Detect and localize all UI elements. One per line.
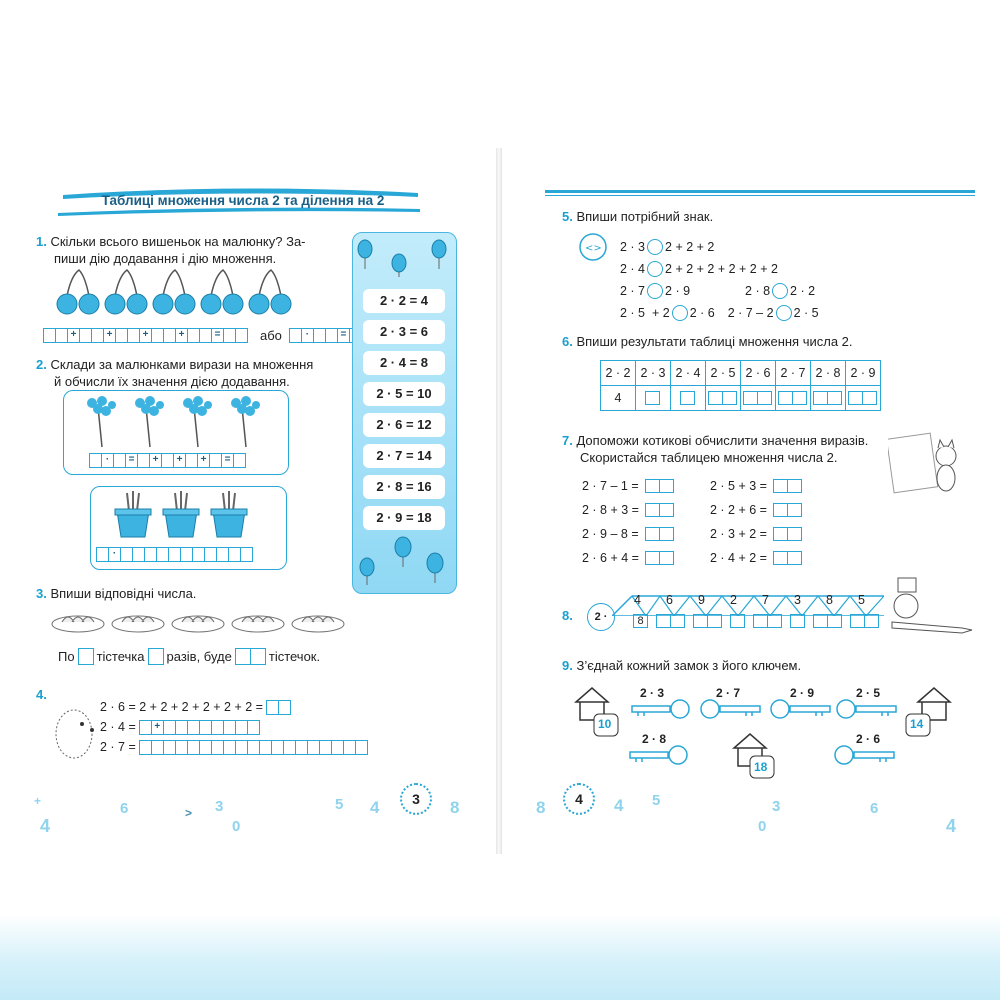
lock-label: 14: [910, 717, 924, 731]
table-header-cell: 2 · 9: [846, 361, 881, 386]
page-title: Таблиці множення числа 2 та ділення на 2: [101, 193, 385, 208]
answer-box[interactable]: [730, 614, 745, 628]
table-entry: 2 · 8 = 16: [363, 475, 445, 499]
decorative-digit-icon: 5: [335, 796, 344, 813]
answer-box[interactable]: [787, 503, 802, 517]
answer-box[interactable]: [250, 648, 266, 665]
task1: [36, 233, 306, 267]
result-cell[interactable]: [776, 386, 811, 411]
key-icon: [768, 698, 832, 720]
lock-10[interactable]: [572, 684, 624, 740]
task7: [562, 432, 868, 466]
decorative-digit-icon: 4: [946, 816, 957, 836]
answer-box[interactable]: [235, 328, 248, 343]
answer-box[interactable]: [787, 527, 802, 541]
lock-label: 18: [754, 760, 768, 774]
answer-box[interactable]: [707, 614, 722, 628]
task5-rows: [620, 236, 819, 324]
cat-icon: [888, 432, 968, 496]
factor: 4: [634, 593, 641, 607]
task5-row: 2 · 4 2 + 2 + 2 + 2 + 2 + 2: [620, 262, 778, 276]
task7-expr: 2 · 2 + 6 =: [710, 498, 802, 522]
answer-box[interactable]: [864, 614, 879, 628]
op-sign: ·: [101, 453, 114, 468]
balloons-top-icon: [353, 237, 456, 277]
key[interactable]: 2 · 5: [834, 686, 896, 718]
answer-box[interactable]: [773, 503, 788, 517]
task1-text-2: пиши дію додавання і дію множення.: [54, 251, 277, 266]
op-sign: =: [337, 328, 350, 343]
op-sign: +: [67, 328, 80, 343]
op-sign: +: [139, 328, 152, 343]
decorative-digit-icon: 8: [450, 798, 460, 817]
task3-sentence: [58, 648, 320, 665]
key-icon: [834, 698, 898, 720]
answer-box[interactable]: [235, 648, 251, 665]
house-lock-icon: [904, 684, 956, 740]
task5-row: 2 · 7 2 · 9 2 · 8 2 · 2: [620, 284, 816, 298]
answer-box[interactable]: [78, 648, 94, 665]
key[interactable]: 2 · 3: [630, 686, 692, 718]
answer-box[interactable]: [659, 479, 674, 493]
table-entry: 2 · 9 = 18: [363, 506, 445, 530]
answer-box[interactable]: [670, 614, 685, 628]
task-number: 1.: [36, 234, 47, 249]
key-icon: [628, 744, 692, 766]
balloons-bottom-icon: [353, 533, 456, 588]
bottom-decoration-band: [0, 914, 1000, 1000]
table-entry: 2 · 6 = 12: [363, 413, 445, 437]
task3-s1: По: [58, 649, 75, 664]
table-entry: 2 · 5 = 10: [363, 382, 445, 406]
op-sign: +: [175, 328, 188, 343]
answer-box[interactable]: [693, 614, 708, 628]
result-cell: 4: [601, 386, 636, 411]
answer-box[interactable]: [656, 614, 671, 628]
cakes-picture: [50, 608, 350, 634]
key[interactable]: 2 · 6: [832, 732, 896, 764]
decorative-digit-icon: 0: [232, 818, 241, 835]
op-sign: =: [125, 453, 138, 468]
task6: [562, 333, 853, 350]
task-number: 5.: [562, 209, 573, 224]
table-header-cell: 2 · 2: [601, 361, 636, 386]
task7-expr: 2 · 9 – 8 =: [582, 522, 674, 546]
task-number: 7.: [562, 433, 573, 448]
result-cell[interactable]: [846, 386, 881, 411]
answer-box[interactable]: [645, 527, 660, 541]
answer-box[interactable]: [355, 740, 368, 755]
or-label: або: [260, 328, 282, 343]
task5-text: Впиши потрібний знак.: [576, 209, 714, 224]
cup-icon: [115, 491, 151, 537]
key-icon: [698, 698, 762, 720]
factor: 7: [762, 593, 769, 607]
answer-box[interactable]: [790, 614, 805, 628]
table-entry: 2 · 2 = 4: [363, 289, 445, 313]
task5-row: 2 · 3 2 + 2 + 2: [620, 240, 715, 254]
sign-circle[interactable]: [772, 283, 788, 299]
right-header-line: [545, 190, 975, 198]
task3-text: Впиши відповідні числа.: [50, 586, 197, 601]
page-number: 3: [400, 783, 432, 815]
decorative-digit-icon: 3: [215, 798, 224, 815]
answer-box[interactable]: [645, 503, 660, 517]
op-sign: +: [103, 328, 116, 343]
table-entry: 2 · 4 = 8: [363, 351, 445, 375]
sign-circle[interactable]: [647, 239, 663, 255]
multiplication-table-panel: [352, 232, 457, 594]
op-sign: +: [151, 720, 164, 735]
sign-circle[interactable]: [672, 305, 688, 321]
key[interactable]: 2 · 8: [628, 732, 692, 764]
answer-box[interactable]: [787, 479, 802, 493]
answer-box[interactable]: [247, 720, 260, 735]
task7-right: [710, 474, 802, 570]
task5: [562, 208, 713, 225]
op-sign: =: [221, 453, 234, 468]
decorative-digit-icon: 4: [614, 796, 624, 815]
page-number: 4: [563, 783, 595, 815]
house-lock-icon: [572, 684, 624, 740]
cups-picture: [113, 489, 263, 541]
key[interactable]: 2 · 7: [698, 686, 760, 718]
task1-answer-row: [44, 327, 374, 344]
decorative-digit-icon: 5: [652, 792, 661, 809]
factor: 6: [666, 593, 673, 607]
cake-plate-icon: [52, 616, 104, 632]
task2-text-1: Склади за малюнками вирази на множення: [50, 357, 314, 372]
task8-answers: [634, 614, 879, 628]
plus-icon: +: [34, 794, 42, 808]
op-sign: ·: [301, 328, 314, 343]
lock-18[interactable]: [730, 730, 782, 786]
compare-signs-icon: [578, 232, 608, 262]
greater-sign-icon: >: [185, 806, 193, 820]
table-header-cell: 2 · 5: [706, 361, 741, 386]
book-spine: [496, 148, 502, 854]
cherries-picture: [55, 268, 295, 318]
answer-box[interactable]: [773, 551, 788, 565]
answer-box[interactable]: [240, 547, 253, 562]
task3-s3: разів, буде: [166, 649, 232, 664]
task-number: 6.: [562, 334, 573, 349]
task3: [36, 585, 196, 602]
decorative-digit-icon: 8: [536, 798, 546, 817]
multiplier-circle: 2 ·: [587, 603, 615, 631]
flowers-frame: [63, 390, 289, 475]
op-sign: +: [197, 453, 210, 468]
task7-left: [582, 474, 674, 570]
op-sign: ·: [108, 547, 121, 562]
answer-box[interactable]: [659, 551, 674, 565]
task7-expr: 2 · 5 + 3 =: [710, 474, 802, 498]
results-table: [600, 360, 881, 411]
task4-number: 4.: [36, 687, 47, 702]
task9: [562, 657, 801, 674]
decorative-digit-icon: 6: [870, 800, 879, 817]
task3-s4: тістечок.: [268, 649, 321, 664]
lock-14[interactable]: [904, 684, 956, 740]
pencil-character-icon: [884, 576, 974, 638]
task9-text: З’єднай кожний замок з його ключем.: [576, 658, 802, 673]
table-header-cell: 2 · 7: [776, 361, 811, 386]
task7-expr: 2 · 6 + 4 =: [582, 546, 674, 570]
result-cell[interactable]: [811, 386, 846, 411]
answer-box[interactable]: [813, 614, 828, 628]
flower-icon: [87, 396, 116, 447]
sign-circle[interactable]: [647, 283, 663, 299]
factor: 9: [698, 593, 705, 607]
table-header-cell: 2 · 4: [671, 361, 706, 386]
op-sign: =: [211, 328, 224, 343]
answer-box[interactable]: [278, 700, 291, 715]
decorative-digit-icon: 3: [772, 798, 781, 815]
task2-row2: [97, 547, 253, 562]
answer-box[interactable]: [827, 614, 842, 628]
answer-box[interactable]: [645, 551, 660, 565]
task1-text-1: Скільки всього вишеньок на малюнку? За-: [50, 234, 306, 249]
table-entry: 2 · 3 = 6: [363, 320, 445, 344]
decorative-digit-icon: 0: [758, 818, 767, 835]
decorative-digit-icon: 4: [40, 816, 51, 836]
task7-expr: 2 · 4 + 2 =: [710, 546, 802, 570]
table-header-cell: 2 · 3: [636, 361, 671, 386]
task2: [36, 356, 313, 390]
task7-expr: 2 · 3 + 2 =: [710, 522, 802, 546]
title-banner: [58, 185, 423, 217]
task7-text-2: Скористайся таблицею множення числа 2.: [580, 450, 838, 465]
result-cell[interactable]: [671, 386, 706, 411]
sign-circle[interactable]: [776, 305, 792, 321]
answer-box[interactable]: [233, 453, 246, 468]
house-lock-icon: [730, 730, 782, 786]
decorative-digit-icon: 4: [370, 798, 380, 817]
task7-text-1: Допоможи котикові обчислити значення виразів.: [576, 433, 869, 448]
task4-exprs: [100, 697, 368, 757]
table-header-row: [601, 361, 881, 386]
answer-box[interactable]: [148, 648, 164, 665]
answer-box[interactable]: [773, 479, 788, 493]
flowers-picture: [76, 393, 276, 449]
key-icon: [832, 744, 896, 766]
answer-box[interactable]: [659, 527, 674, 541]
cups-frame: [90, 486, 287, 570]
key[interactable]: 2 · 9: [768, 686, 830, 718]
answer-box[interactable]: [787, 551, 802, 565]
table-entry: 2 · 7 = 14: [363, 444, 445, 468]
task2-row1: [90, 453, 246, 468]
cherry-icon: [57, 270, 99, 314]
hedgehog-icon: [48, 700, 100, 764]
op-sign: +: [149, 453, 162, 468]
task5-row: 2 · 5 + 2 2 · 6 2 · 7 – 2 2 · 5: [620, 306, 819, 320]
factor: 5: [858, 593, 865, 607]
task7-expr: 2 · 8 + 3 =: [582, 498, 674, 522]
answer-box[interactable]: [645, 479, 660, 493]
factors-row: [634, 593, 878, 607]
task7-expr: 2 · 7 – 1 =: [582, 474, 674, 498]
task-number: 3.: [36, 586, 47, 601]
table-header-cell: 2 · 6: [741, 361, 776, 386]
factor: 3: [794, 593, 801, 607]
result-cell[interactable]: [636, 386, 671, 411]
result-cell[interactable]: [706, 386, 741, 411]
factor: 8: [826, 593, 833, 607]
answer-box[interactable]: [773, 527, 788, 541]
answer-box[interactable]: [767, 614, 782, 628]
table-header-cell: 2 · 8: [811, 361, 846, 386]
lock-label: 10: [598, 717, 612, 731]
task6-text: Впиши результати таблиці множення числа 2.: [576, 334, 853, 349]
task-number: 2.: [36, 357, 47, 372]
answer-box[interactable]: [753, 614, 768, 628]
task3-s2: тістечка: [96, 649, 145, 664]
task4-line1: 2 · 6 = 2 + 2 + 2 + 2 + 2 + 2 =: [100, 697, 368, 717]
task4-line3: 2 · 7 =: [100, 737, 368, 757]
decorative-digit-icon: 6: [120, 800, 129, 817]
factor: 2: [730, 593, 737, 607]
svg-text:<>: <>: [585, 243, 602, 254]
sign-circle[interactable]: [647, 261, 663, 277]
task4-line2: 2 · 4 = +: [100, 717, 368, 737]
result-cell[interactable]: [741, 386, 776, 411]
key-icon: [630, 698, 694, 720]
answer-box[interactable]: [850, 614, 865, 628]
table-result-row: [601, 386, 881, 411]
answer-box: 8: [633, 614, 648, 628]
task-number: 9.: [562, 658, 573, 673]
op-sign: +: [173, 453, 186, 468]
task8-number: 8.: [562, 608, 573, 623]
task2-text-2: й обчисли їх значення дією додавання.: [54, 374, 290, 389]
answer-box[interactable]: [659, 503, 674, 517]
